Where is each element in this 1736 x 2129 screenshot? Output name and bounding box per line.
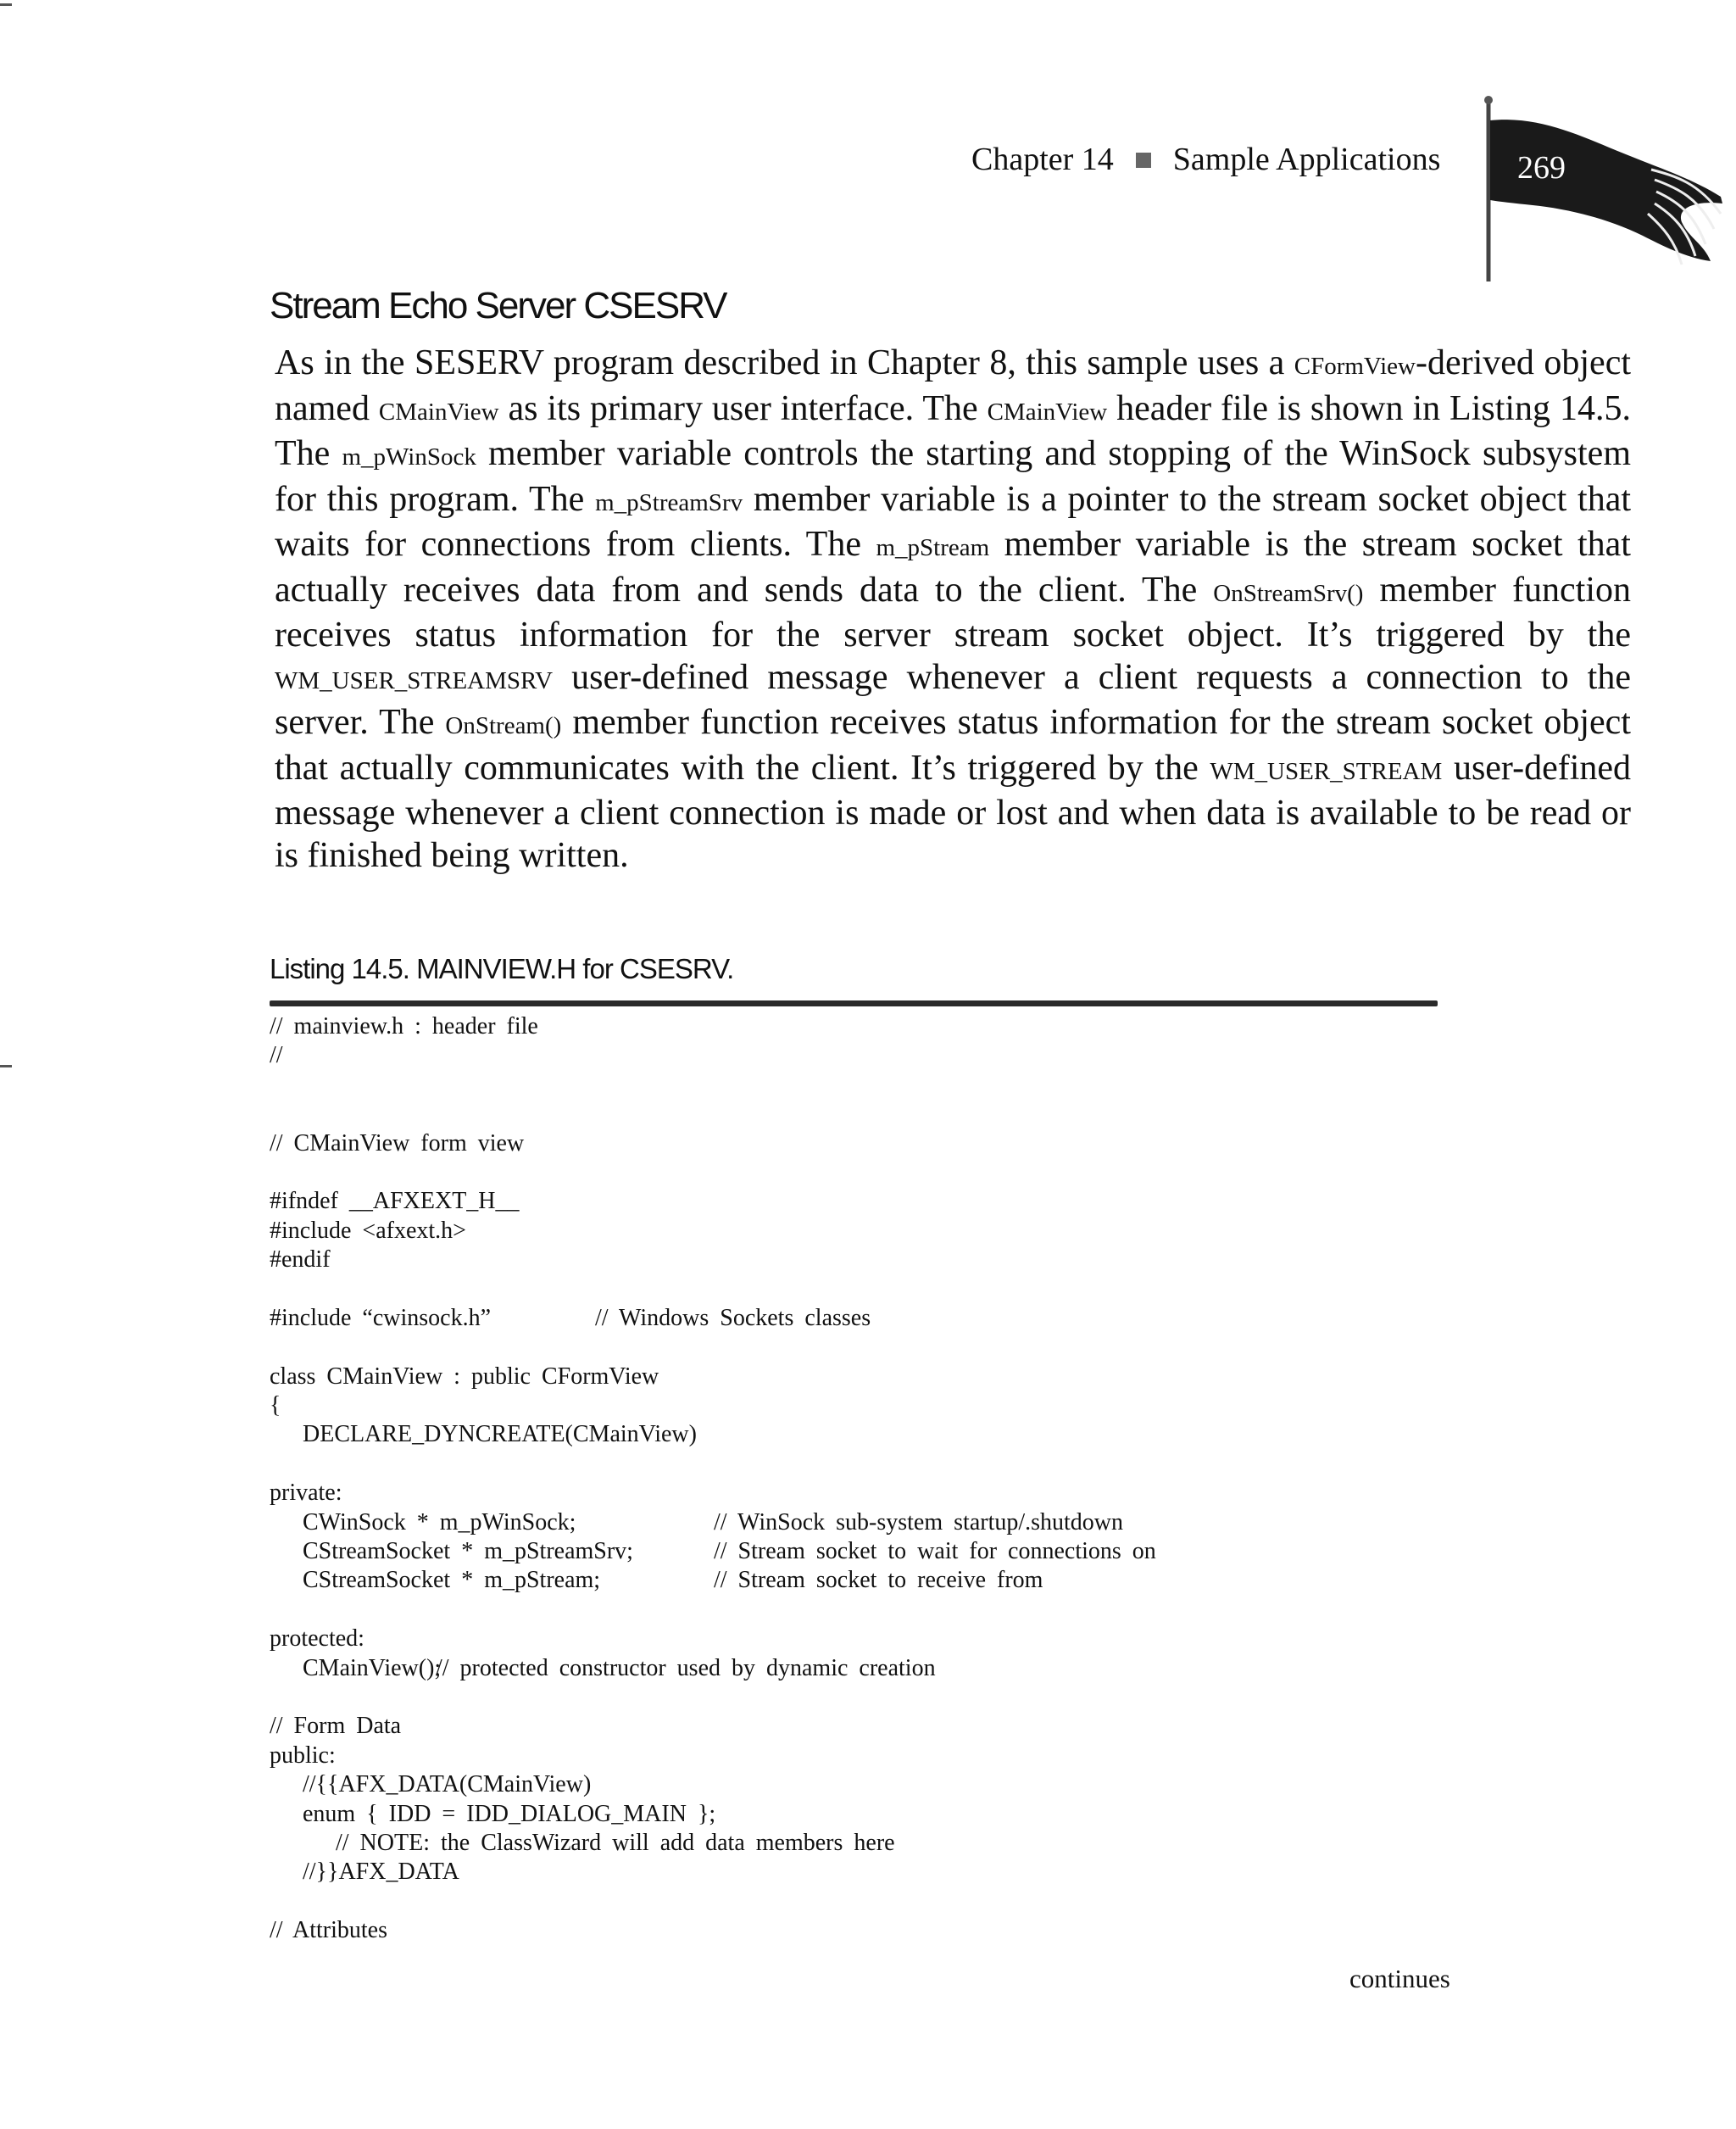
code-text: private: — [270, 1480, 342, 1507]
code-text: public: — [270, 1742, 336, 1769]
body-text: member variable is a pointer to the stream socket object that waits for connections from clients. The — [275, 479, 1631, 564]
code-text: //}}AFX_DATA — [270, 1859, 459, 1886]
code-line — [270, 1246, 1541, 1274]
edge-crop-mark-top — [0, 3, 12, 6]
code-text: { — [270, 1392, 281, 1419]
page-flag-icon — [1482, 95, 1729, 287]
code-text: // Attributes — [270, 1917, 387, 1944]
body-paragraph — [275, 343, 1631, 877]
code-line — [270, 1829, 1541, 1858]
code-text: // CMainView form view — [270, 1129, 525, 1156]
code-line — [270, 1450, 1541, 1479]
code-text: // — [270, 1042, 283, 1069]
inline-code: CMainView — [378, 398, 499, 426]
code-text: #ifndef __AFXEXT_H__ — [270, 1188, 520, 1215]
code-line — [270, 1479, 1541, 1508]
code-text: class CMainView : public CFormView — [270, 1363, 659, 1390]
code-line — [270, 1625, 1541, 1653]
code-line — [270, 1187, 1541, 1216]
code-line — [270, 1012, 1541, 1041]
code-line — [270, 1537, 1541, 1566]
code-line — [270, 1596, 1541, 1625]
code-line — [270, 1100, 1541, 1129]
code-comment: // Stream socket to wait for connections on — [714, 1538, 1156, 1565]
section-title: Stream Echo Server CSESRV — [270, 285, 726, 326]
code-comment: // Windows Sockets classes — [595, 1304, 871, 1331]
inline-code: CMainView — [987, 398, 1108, 426]
inline-code: m_pStream — [876, 534, 990, 561]
continues-label: continues — [1349, 1964, 1450, 1993]
code-text: enum { IDD = IDD_DIALOG_MAIN }; — [270, 1800, 716, 1827]
body-text: user-defined message whenever a client connection is made or lost and when data is available to be read or is finished being written. — [275, 748, 1632, 875]
code-line — [270, 1858, 1541, 1887]
code-text: CStreamSocket * m_pStreamSrv; — [270, 1538, 633, 1565]
square-bullet-icon — [1136, 153, 1151, 168]
code-line — [270, 1041, 1541, 1070]
body-text: member function receives status information for the stream socket object that actually communicates with the client. It’s triggered by the — [275, 703, 1631, 788]
listing-caption: Listing 14.5. MAINVIEW.H for CSESRV. — [270, 953, 734, 984]
code-line — [270, 1275, 1541, 1304]
inline-code: CFormView — [1294, 353, 1416, 380]
code-line — [270, 1683, 1541, 1712]
inline-code: m_pWinSock — [342, 443, 476, 471]
code-line — [270, 1770, 1541, 1799]
page-number: 269 — [1517, 150, 1566, 186]
code-text: protected: — [270, 1625, 364, 1652]
code-text: // mainview.h : header file — [270, 1013, 538, 1039]
inline-code: WM_USER_STREAMSRV — [275, 666, 554, 694]
code-text: //{{AFX_DATA(CMainView) — [270, 1771, 592, 1798]
code-text: CStreamSocket * m_pStream; — [270, 1567, 601, 1594]
code-line — [270, 1712, 1541, 1741]
listing-rule — [270, 1000, 1438, 1006]
code-line — [270, 1071, 1541, 1100]
code-text: #endif — [270, 1246, 331, 1273]
code-text: CMainView(); — [270, 1654, 442, 1681]
body-text: user-defined message whenever a client requests a connection to the server. The — [275, 657, 1631, 742]
body-text: member variable controls the starting and stopping of the WinSock subsystem for this program. The — [275, 434, 1631, 519]
code-line — [270, 1129, 1541, 1158]
code-text: DECLARE_DYNCREATE(CMainView) — [270, 1421, 697, 1448]
code-listing — [270, 1012, 1541, 1946]
code-line — [270, 1887, 1541, 1916]
inline-code: m_pStreamSrv — [595, 488, 743, 516]
code-line — [270, 1742, 1541, 1770]
code-text: #include “cwinsock.h” — [270, 1304, 492, 1331]
inline-code: OnStreamSrv() — [1213, 579, 1364, 607]
body-text: header file is shown in Listing 14.5. The — [275, 388, 1631, 473]
running-head — [971, 141, 1440, 178]
code-comment: // Stream socket to receive from — [714, 1567, 1043, 1594]
code-line — [270, 1304, 1541, 1333]
code-line — [270, 1654, 1541, 1683]
body-text: -derived object named — [275, 343, 1631, 428]
body-text: member variable is the stream socket that actually receives data from and sends data to the client. The — [275, 525, 1631, 610]
code-line — [270, 1916, 1541, 1945]
code-comment: // WinSock sub-system startup/.shutdown — [714, 1508, 1124, 1535]
code-comment: // protected constructor used by dynamic creation — [436, 1654, 936, 1681]
edge-crop-mark-middle — [0, 1065, 12, 1067]
code-line — [270, 1217, 1541, 1246]
inline-code: OnStream() — [445, 712, 562, 739]
body-text: as its primary user interface. The — [498, 388, 988, 428]
code-line — [270, 1158, 1541, 1187]
code-text: // Form Data — [270, 1713, 402, 1740]
body-text: member function receives status information for the server stream socket object. It’s triggered by the — [275, 570, 1631, 655]
code-text: #include <afxext.h> — [270, 1217, 466, 1244]
code-line — [270, 1363, 1541, 1391]
code-line — [270, 1508, 1541, 1537]
code-line — [270, 1420, 1541, 1449]
body-text: As in the SESERV program described in Chapter 8, this sample uses a — [275, 343, 1294, 382]
code-line — [270, 1391, 1541, 1420]
inline-code: WM_USER_STREAM — [1210, 757, 1443, 785]
code-line — [270, 1800, 1541, 1829]
code-line — [270, 1333, 1541, 1362]
code-text: // NOTE: the ClassWizard will add data members here — [270, 1829, 895, 1856]
code-text: CWinSock * m_pWinSock; — [270, 1508, 576, 1535]
chapter-label: Chapter 14 — [971, 142, 1114, 177]
section-label: Sample Applications — [1172, 142, 1441, 177]
code-line — [270, 1566, 1541, 1595]
